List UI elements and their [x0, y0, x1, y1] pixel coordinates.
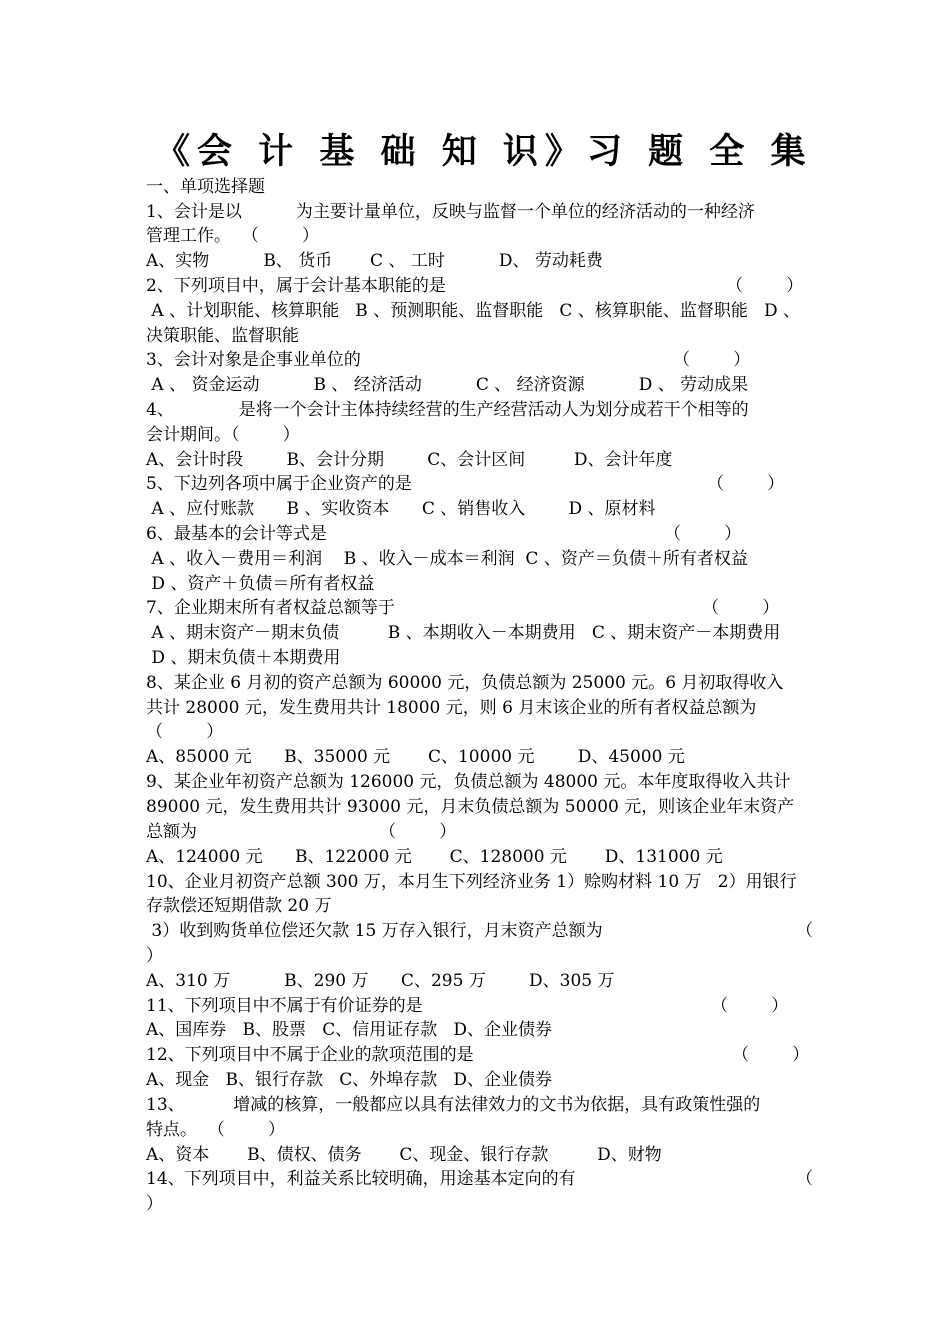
question-line: 6、最基本的会计等式是 [146, 524, 327, 544]
question-line: 89000 元，发生费用共计 93000 元，月末负债总额为 50000 元，则该企业年末资产 [146, 797, 795, 817]
question-line: 3）收到购货单位偿还欠款 15 万存入银行，月末资产总额为 [146, 921, 603, 941]
options-line: A、实物 B、 货币 C 、 工时 D、 劳动耗费 [146, 251, 603, 271]
question-line: 共计 28000 元，发生费用共计 18000 元，则 6 月末该企业的所有者权益总额为 [146, 698, 757, 718]
page-title: 《会 计 基 础 知 识》习 题 全 集 [155, 131, 813, 172]
question-line: 11、下列项目中不属于有价证券的是 [146, 996, 423, 1016]
options-line: A、310 万 B、290 万 C、295 万 D、305 万 [146, 971, 615, 991]
options-line: A、资本 B、债权、债务 C、现金、银行存款 D、财物 [146, 1145, 662, 1165]
question-line: 会计期间。（ ） [146, 425, 300, 445]
question-line: 1、会计是以 为主要计量单位，反映与监督一个单位的经济活动的一种经济 [146, 202, 755, 222]
question-line: 存款偿还短期借款 20 万 [146, 896, 332, 916]
options-line: A 、计划职能、核算职能 B 、预测职能、监督职能 C 、核算职能、监督职能 D 、 [146, 301, 801, 321]
question-line: 12、下列项目中不属于企业的款项范围的是 [146, 1045, 474, 1065]
options-line: A、国库券 B、股票 C、信用证存款 D、企业债券 [146, 1020, 553, 1040]
answer-blank: （ ） [711, 996, 789, 1016]
question-line: 2、下列项目中，属于会计基本职能的是 [146, 276, 446, 296]
options-line: A、会计时段 B、会计分期 C、会计区间 D、会计年度 [146, 450, 673, 470]
options-line: A 、期末资产－期末负债 B 、本期收入－本期费用 C 、期末资产－本期费用 [146, 623, 781, 643]
question-line: 4、 是将一个会计主体持续经营的生产经营活动人为划分成若干个相等的 [146, 400, 749, 420]
options-line: 决策职能、监督职能 [146, 326, 299, 346]
options-line: A、124000 元 B、122000 元 C、128000 元 D、131000 元 [146, 847, 723, 867]
answer-blank: （ [796, 1169, 813, 1189]
answer-blank: （ ） [702, 598, 780, 618]
question-line: （ ） [146, 722, 224, 742]
answer-blank: （ ） [673, 350, 751, 370]
answer-blank: （ ） [664, 524, 742, 544]
section-heading: 一、单项选择题 [146, 177, 265, 197]
answer-blank: （ ） [707, 474, 785, 494]
options-line: D 、期末负债＋本期费用 [146, 648, 341, 668]
question-line: 8、某企业 6 月初的资产总额为 60000 元，负债总额为 25000 元。6 月初取得收入 [146, 673, 784, 693]
answer-blank: （ ） [379, 822, 457, 842]
question-line: 管理工作。 （ ） [146, 226, 320, 246]
question-line: 总额为 [146, 822, 197, 842]
question-line: 13、 增减的核算，一般都应以具有法律效力的文书为依据，具有政策性强的 [146, 1095, 761, 1115]
answer-blank: （ ） [732, 1045, 810, 1065]
question-line: 10、企业月初资产总额 300 万，本月生下列经济业务 1）赊购材料 10 万 2）用银行 [146, 872, 797, 892]
options-line: A 、应付账款 B 、实收资本 C 、销售收入 D 、原材料 [146, 499, 656, 519]
question-line: 3、会计对象是企事业单位的 [146, 350, 361, 370]
question-line: 5、下边列各项中属于企业资产的是 [146, 474, 412, 494]
answer-blank: （ [796, 921, 813, 941]
question-line: 特点。 （ ） [146, 1120, 286, 1140]
question-line: ） [146, 946, 163, 966]
question-line: ） [146, 1194, 163, 1214]
question-line: 14、下列项目中，利益关系比较明确，用途基本定向的有 [146, 1169, 576, 1189]
options-line: A、现金 B、银行存款 C、外埠存款 D、企业债券 [146, 1070, 553, 1090]
question-line: 9、某企业年初资产总额为 126000 元，负债总额为 48000 元。本年度取得收入共计 [146, 772, 791, 792]
question-line: 7、企业期末所有者权益总额等于 [146, 598, 395, 618]
answer-blank: （ ） [726, 276, 804, 296]
options-line: D 、资产＋负债＝所有者权益 [146, 574, 375, 594]
options-line: A 、收入－费用＝利润 B 、收入－成本＝利润 C 、资产＝负债＋所有者权益 [146, 549, 748, 569]
options-line: A、85000 元 B、35000 元 C、10000 元 D、45000 元 [146, 747, 685, 767]
options-line: A 、 资金运动 B 、 经济活动 C 、 经济资源 D 、 劳动成果 [146, 375, 749, 395]
